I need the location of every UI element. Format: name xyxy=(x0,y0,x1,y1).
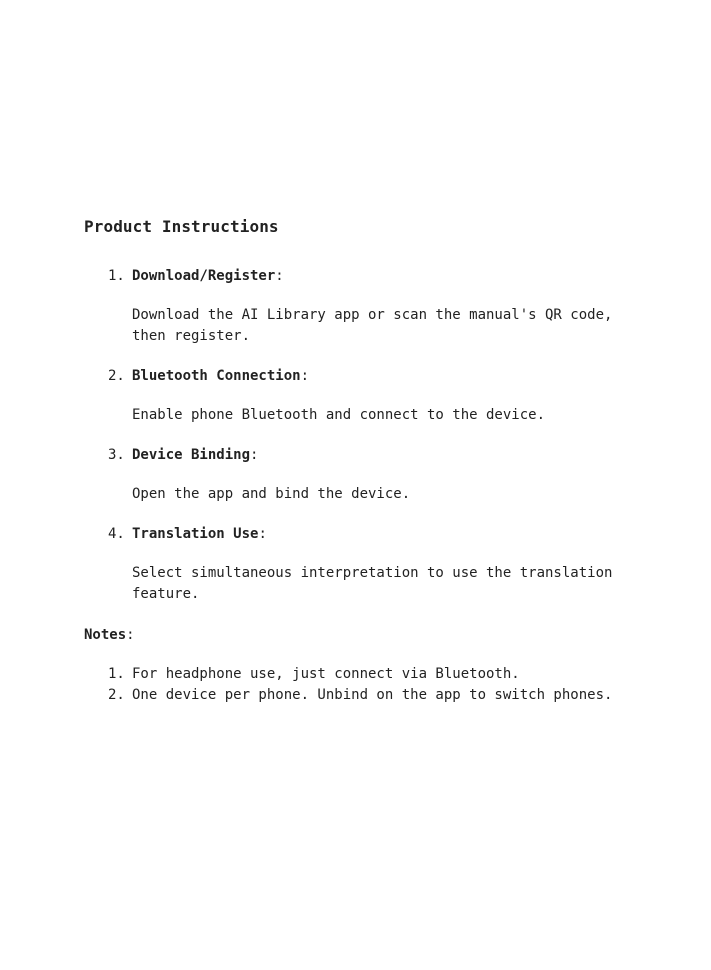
step-colon: : xyxy=(300,368,310,384)
step-number: 1. xyxy=(108,268,125,284)
note-item xyxy=(108,685,612,706)
notes-label: Notes xyxy=(84,627,127,643)
note-number: 1. xyxy=(108,666,125,682)
step-device-binding xyxy=(108,445,668,505)
step-title: Bluetooth Connection xyxy=(132,368,301,384)
step-colon: : xyxy=(258,526,267,542)
step-number: 2. xyxy=(108,368,125,384)
step-heading xyxy=(108,366,668,386)
page-title: Product Instructions xyxy=(84,217,279,236)
note-number: 2. xyxy=(108,687,125,703)
step-colon: : xyxy=(275,268,284,284)
step-title: Device Binding xyxy=(132,447,251,463)
step-heading xyxy=(108,266,668,286)
notes-colon: : xyxy=(126,627,135,643)
step-download-register xyxy=(108,266,668,347)
step-colon: : xyxy=(250,447,259,463)
step-title: Download/Register xyxy=(132,268,276,284)
step-number: 4. xyxy=(108,526,125,542)
step-translation-use xyxy=(108,524,668,605)
note-text: For headphone use, just connect via Bluetooth. xyxy=(132,666,520,682)
step-bluetooth-connection xyxy=(108,366,668,426)
step-description: Enable phone Bluetooth and connect to the device. xyxy=(132,407,546,423)
step-description: Select simultaneous interpretation to use the translation feature. xyxy=(132,565,613,602)
notes-heading xyxy=(84,625,135,645)
step-title: Translation Use xyxy=(132,526,259,542)
step-number: 3. xyxy=(108,447,125,463)
step-heading xyxy=(108,524,668,544)
note-item xyxy=(108,664,520,685)
note-text: One device per phone. Unbind on the app to switch phones. xyxy=(132,687,613,703)
step-description: Open the app and bind the device. xyxy=(132,486,411,502)
step-heading xyxy=(108,445,668,465)
step-description: Download the AI Library app or scan the manual's QR code, then register. xyxy=(132,307,613,344)
